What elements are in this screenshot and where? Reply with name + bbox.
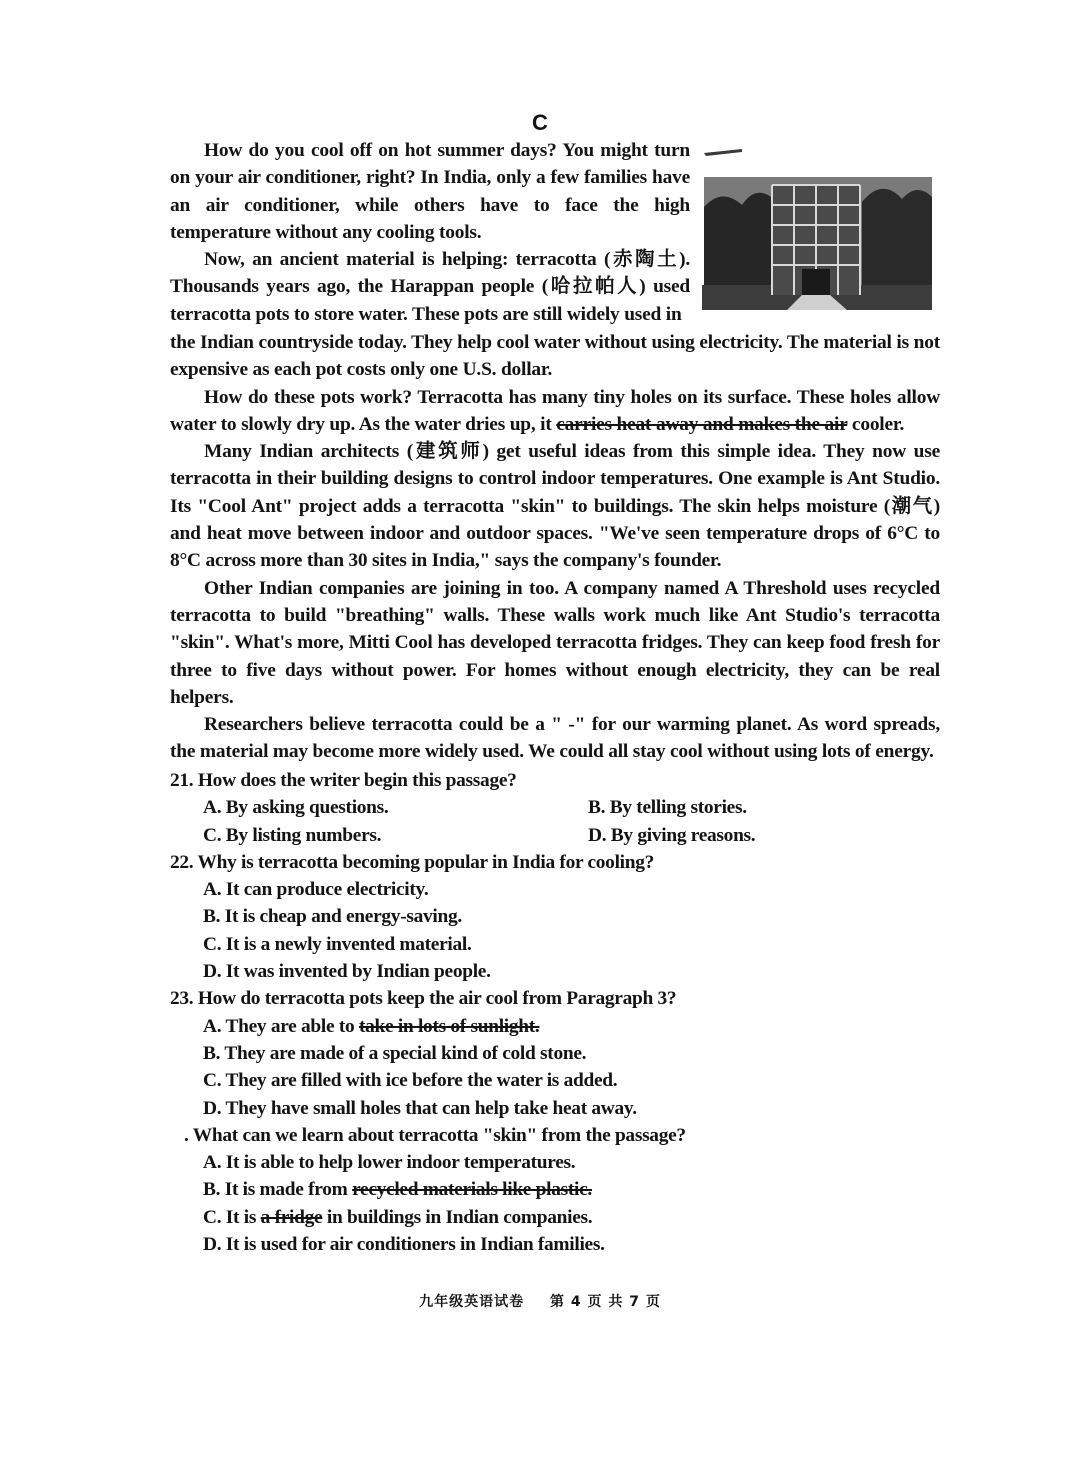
terracotta-building-photo [702,147,932,310]
question-23-option-b[interactable]: B. They are made of a special kind of cold stone. [203,1042,587,1064]
question-23-option-a-strikethrough: take in lots of sunlight. [358,1015,540,1037]
question-21-option-b[interactable]: B. By telling stories. [588,797,747,819]
footer-page-number: 第 4 页 共 7 页 [550,1294,661,1310]
question-23-stem: 23. How do terracotta pots keep the air cool from Paragraph 3? [170,988,677,1010]
footer-exam-title: 九年级英语试卷 [419,1294,525,1310]
paragraph-3 [170,384,940,439]
question-24-option-b-strikethrough: recycled materials like plastic. [352,1179,592,1201]
question-24-stem-text: What can we learn about terracotta "skin" from the passage? [192,1124,686,1146]
question-22-option-c[interactable]: C. It is a newly invented material. [203,933,472,955]
building-image [702,147,932,310]
question-23-option-c[interactable]: C. They are filled with ice before the water is added. [203,1070,618,1092]
question-24-option-b[interactable] [203,1176,940,1203]
paragraph-1: How do you cool off on hot summer days? You might turn on your air conditioner, right? In India, only a few families have an air conditioner, while others have to face the high temperature without any cooling tools. [170,140,690,243]
question-24-option-a[interactable]: A. It is able to help lower indoor temperatures. [203,1152,576,1174]
question-24-option-c-strikethrough: a fridge [260,1206,323,1228]
paragraph-4: Many Indian architects (建筑师) get useful ideas from this simple idea. They now use terracotta in their building designs to control indoor temperatures. One example is Ant Studio. Its "Cool Ant" project adds a terracotta "skin" to buildings. The skin helps moisture (潮气) and heat move between indoor and outdoor spaces. "We've seen temperature drops of 6°C to 8°C across more than 30 sites in India," says the company's founder. [170,441,940,572]
section-heading: C [532,110,548,135]
question-21-option-d[interactable]: D. By giving reasons. [588,824,756,846]
question-23-option-a-text: A. They are able to [203,1015,359,1037]
question-21-options-row-2 [170,822,940,849]
question-21-option-a[interactable]: A. By asking questions. [203,797,389,819]
passage-top [170,137,690,328]
passage-body [170,329,940,766]
question-24-option-c[interactable] [203,1204,940,1231]
question-23-option-d[interactable]: D. They have small holes that can help take heat away. [203,1097,637,1119]
paragraph-2-start: Now, an ancient material is helping: terracotta (赤陶土). Thousands years ago, the Harappan people (哈拉帕人) used terracotta pots to store water. These pots are still widely used in [170,249,690,325]
question-21-option-c[interactable]: C. By listing numbers. [203,824,382,846]
question-22-option-b[interactable]: B. It is cheap and energy-saving. [203,906,462,928]
question-22-option-a[interactable]: A. It can produce electricity. [203,879,429,901]
question-22-option-d[interactable]: D. It was invented by Indian people. [203,961,491,983]
page-footer [0,1291,1080,1311]
paragraph-5: Other Indian companies are joining in too. A company named A Threshold uses recycled terracotta to build "breathing" walls. These walls work much like Ant Studio's terracotta "skin". What's more, Mitti Cool has developed terracotta fridges. They can keep food fresh for three to five days without power. For homes without enough electricity, they can be real helpers. [170,577,940,708]
paragraph-3-strikethrough: carries heat away and makes the air [556,413,848,435]
question-21-stem: 21. How does the writer begin this passage? [170,770,517,791]
paragraph-3-end: cooler. [847,413,905,435]
question-24-option-d[interactable]: D. It is used for air conditioners in Indian families. [203,1234,605,1256]
question-24-stem [184,1122,940,1149]
paragraph-6: Researchers believe terracotta could be a " -" for our warming planet. As word spreads, the material may become more widely used. We could all stay cool without using lots of energy. [170,714,940,763]
question-22-stem: 22. Why is terracotta becoming popular in India for cooling? [170,851,655,873]
question-21-options-row-1 [170,794,940,821]
paragraph-2-end: the Indian countryside today. They help cool water without using electricity. The material is not expensive as each pot costs only one U.S. dollar. [170,332,940,381]
question-24-number-fragment: . [184,1124,189,1146]
question-24-option-c-text: C. It is [203,1206,261,1228]
question-24-option-b-text: B. It is made from [203,1179,353,1201]
question-24-option-c-text-end: in buildings in Indian companies. [322,1206,593,1228]
paragraph-3-start: How do these pots work? Terracotta has many tiny holes on its surface. These holes allow water to slowly dry up. As the water dries up, it [170,386,940,435]
questions-section [170,767,940,1258]
question-23-option-a[interactable] [203,1013,940,1040]
